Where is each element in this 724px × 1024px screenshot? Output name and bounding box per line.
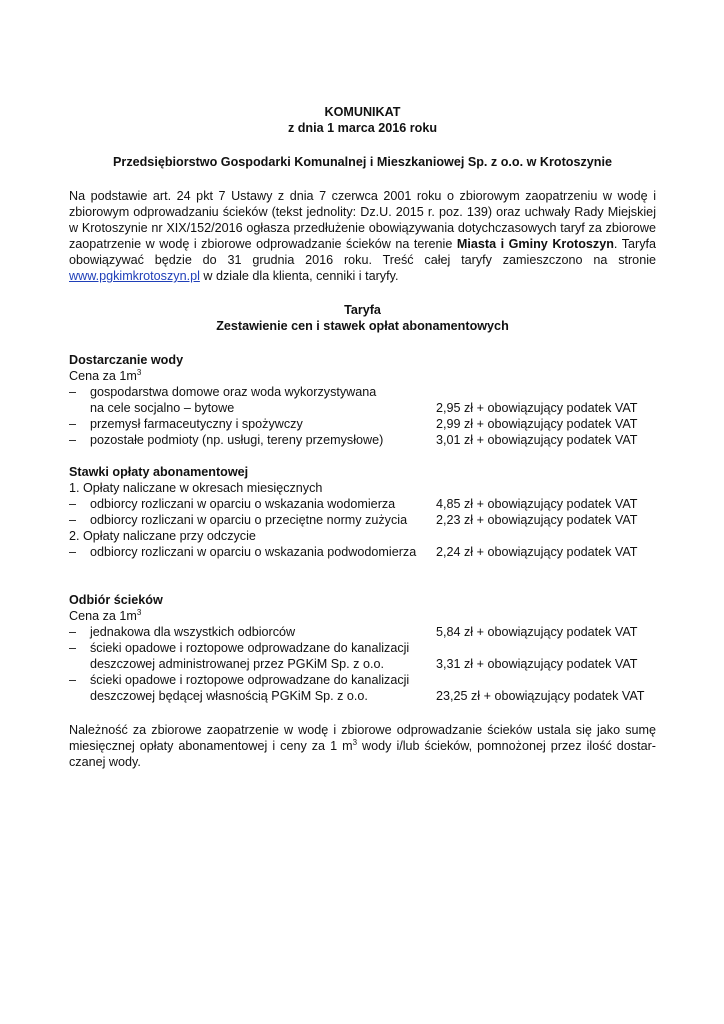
document-date: z dnia 1 marca 2016 roku — [287, 121, 438, 135]
sewage-item-price: 5,84 zł + obowiązujący podatek VAT — [436, 625, 638, 639]
list-dash: – — [69, 641, 77, 655]
sewage-item-price: 3,31 zł + obowiązujący podatek VAT — [436, 657, 638, 671]
water-item-price: 2,99 zł + obowiązujący podatek VAT — [436, 417, 638, 431]
sewage-unit-text: Cena za 1m — [69, 609, 137, 623]
intro-text-1: Na podstawie art. 24 pkt 7 Ustawy z dnia 7 czerwca 2001 roku o zbiorowym zaopatrzeniu w wodę i zbiorowym odprowadzaniu ścieków (tekst jednolity: Dz.U. 2015 r. poz. 139) oraz uchwały Rady Miejskiej w Krotoszynie nr XIX/152/2016 ogłasza przedłużenie obowiązywania dotychczasowych taryf za zbiorowe zaopatrzenie w wodę i zbiorowe odprowadzanie ścieków na terenie — [69, 189, 656, 251]
water-item-price: 3,01 zł + obowiązujący podatek VAT — [436, 433, 638, 447]
document-title: KOMUNIKAT — [324, 105, 401, 119]
intro-text-2: . Taryfa obowiązywać będzie do 31 grudnia 2016 roku. Treść całej taryfy zamieszczono na stronie — [69, 237, 656, 267]
list-dash: – — [69, 385, 77, 399]
subscription-group-label: 1. Opłaty naliczane w okresach miesięcznych — [69, 481, 323, 495]
water-unit — [69, 368, 656, 384]
website-link[interactable]: www.pgkimkrotoszyn.pl — [69, 269, 200, 283]
subscription-group-label: 2. Opłaty naliczane przy odczycie — [69, 529, 256, 543]
water-unit-sup: 3 — [136, 367, 142, 377]
closing-text-1: Należność za zbiorowe zaopatrzenie w wodę i zbiorowe odprowadzanie ścieków ustala się jako sumę miesięcznej opłaty abonamentowej i ceny za 1 m — [69, 723, 656, 753]
water-item-text: pozostałe podmioty (np. usługi, tereny przemysłowe) — [90, 433, 384, 447]
list-dash: – — [69, 545, 77, 559]
water-item — [69, 432, 656, 448]
tariff-subheading: Zestawienie cen i stawek opłat abonamentowych — [216, 319, 509, 333]
sewage-item-text-cont: deszczowej administrowanej przez PGKiM Sp. z o.o. — [90, 657, 384, 671]
water-item-text: przemysł farmaceutyczny i spożywczy — [90, 417, 303, 431]
sewage-section-title: Odbiór ścieków — [69, 593, 163, 607]
closing-sup: 3 — [352, 737, 358, 747]
sewage-unit — [69, 608, 656, 624]
list-dash: – — [69, 625, 77, 639]
subscription-item-price: 2,24 zł + obowiązujący podatek VAT — [436, 545, 638, 559]
list-dash: – — [69, 497, 77, 511]
sewage-item-price: 23,25 zł + obowiązujący podatek VAT — [436, 689, 645, 703]
intro-text-3: w dziale dla klienta, cenniki i taryfy. — [199, 269, 399, 283]
sewage-unit-sup: 3 — [136, 607, 142, 617]
list-dash: – — [69, 417, 77, 431]
water-section-title: Dostarczanie wody — [69, 353, 184, 367]
sewage-item — [69, 672, 656, 704]
document-page — [69, 104, 656, 770]
water-item-text: gospodarstwa domowe oraz woda wykorzystywana — [90, 385, 377, 399]
closing-paragraph — [69, 722, 656, 770]
water-unit-text: Cena za 1m — [69, 369, 137, 383]
intro-paragraph — [69, 188, 656, 284]
sewage-item-text-cont: deszczowej będącej własnością PGKiM Sp. z o.o. — [90, 689, 368, 703]
sewage-item — [69, 640, 656, 672]
subscription-item-price: 4,85 zł + obowiązujący podatek VAT — [436, 497, 638, 511]
sewage-item-text: ścieki opadowe i roztopowe odprowadzane do kanalizacji — [90, 673, 410, 687]
subscription-item-price: 2,23 zł + obowiązujący podatek VAT — [436, 513, 638, 527]
list-dash: – — [69, 513, 77, 527]
subscription-item — [69, 496, 656, 512]
list-dash: – — [69, 433, 77, 447]
sewage-item-text: ścieki opadowe i roztopowe odprowadzane do kanalizacji — [90, 641, 410, 655]
water-item-price: 2,95 zł + obowiązujący podatek VAT — [436, 401, 638, 415]
subscription-section-title: Stawki opłaty abonamentowej — [69, 465, 249, 479]
water-item — [69, 416, 656, 432]
tariff-heading: Taryfa — [344, 303, 381, 317]
water-item-text-cont: na cele socjalno – bytowe — [90, 401, 235, 415]
sewage-item — [69, 624, 656, 640]
company-name: Przedsiębiorstwo Gospodarki Komunalnej i Mieszkaniowej Sp. z o.o. w Krotoszynie — [113, 155, 612, 169]
list-dash: – — [69, 673, 77, 687]
subscription-item — [69, 544, 656, 560]
subscription-item-text: odbiorcy rozliczani w oparciu o wskazania podwodomierza — [90, 545, 417, 559]
closing-text-2: wody i/lub ścieków, pomnożonej przez ilość dostar-czanej wody. — [69, 739, 656, 769]
subscription-item-text: odbiorcy rozliczani w oparciu o przeciętne normy zużycia — [90, 513, 408, 527]
intro-bold-text: Miasta i Gminy Krotoszyn — [456, 237, 614, 251]
water-item — [69, 384, 656, 416]
sewage-item-text: jednakowa dla wszystkich odbiorców — [90, 625, 296, 639]
subscription-item-text: odbiorcy rozliczani w oparciu o wskazania wodomierza — [90, 497, 396, 511]
subscription-item — [69, 512, 656, 528]
